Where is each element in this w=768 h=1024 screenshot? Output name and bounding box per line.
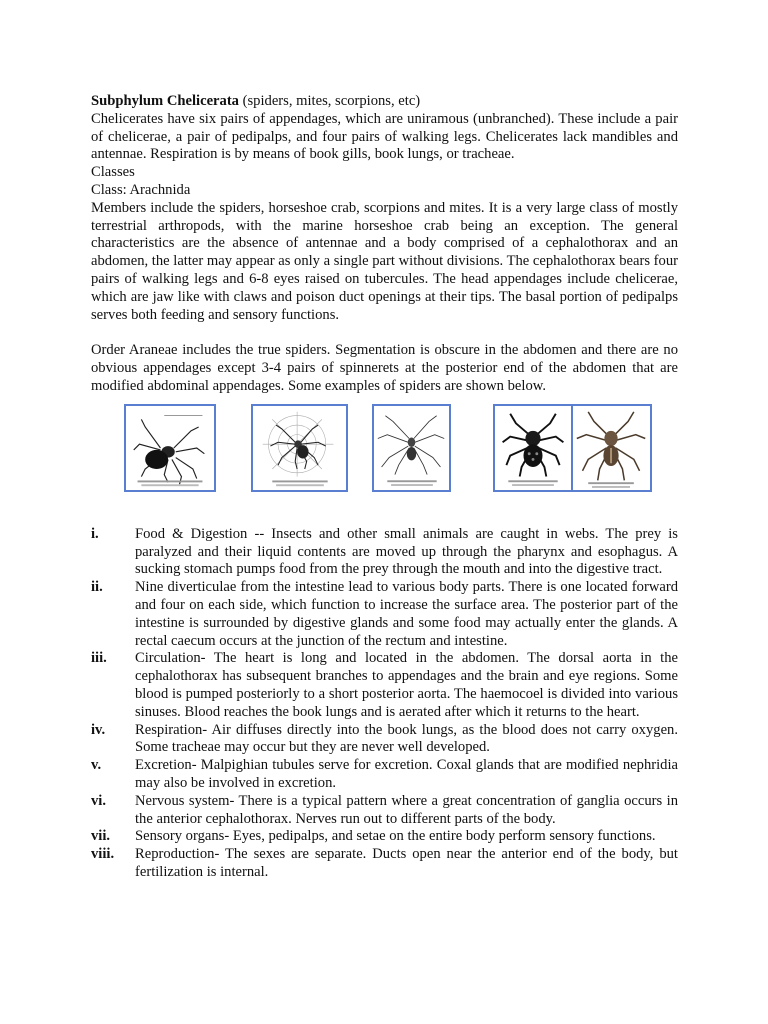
list-number: ii. — [91, 579, 103, 596]
class-paragraph: Members include the spiders, horseshoe crab, scorpions and mites. It is a very large class of mostly terrestrial arthropods, with the marine horseshoe crab being an exception. The general characteristics are the absence of antennae and a body comprised of a cephalothorax and an abdomen, the latter may appear as only a single part without divisions. The cephalothorax bears four pairs of walking legs and 6-8 eyes raised on tubercules. The head appendages include chelicerae, which are jaw like with claws and poison duct openings at their tips. The basal portion of pedipalps serves both feeding and sensory functions. — [91, 199, 678, 323]
long-legged-spider-illustration — [372, 404, 451, 492]
list-number: i. — [91, 525, 99, 542]
list-item — [91, 828, 678, 846]
list-item — [91, 650, 678, 721]
list-item — [91, 579, 678, 650]
list-text: Circulation- The heart is long and located in the abdomen. The dorsal aorta in the cephalothorax has subsequent branches to appendages and the brain and eye regions. Some blood is pumped posteriorly to a short posterior aorta. The haemocoel is divided into various sinuses. Blood reaches the book lungs and is aerated after which it returns to the heart. — [135, 650, 678, 720]
classes-label: Classes — [91, 164, 135, 181]
section-heading — [91, 93, 678, 111]
list-number: iii. — [91, 650, 107, 667]
list-text: Reproduction- The sexes are separate. Ducts open near the anterior end of the body, but fertilization is internal. — [135, 846, 678, 880]
hairy-spider-illustration — [493, 404, 573, 492]
list-text: Food & Digestion -- Insects and other small animals are caught in webs. The prey is paralyzed and their liquid contents are moved up through the pharynx and esophagus. A sucking stomach pumps food from the prey through the mouth and into the digestive tract. — [135, 525, 678, 578]
spider-figures — [91, 404, 678, 524]
order-paragraph: Order Araneae includes the true spiders. Segmentation is obscure in the abdomen and there are no obvious appendages except 3-4 pairs of spinnerets at the posterior end of the abdomen that are modified abdominal appendages. Some examples of spiders are shown below. — [91, 342, 678, 394]
list-number: iv. — [91, 721, 106, 738]
list-item — [91, 722, 678, 758]
heading-title: Subphylum Chelicerata — [91, 93, 239, 109]
list-text: Nine diverticulae from the intestine lead to various body parts. There is one located forward and four on each side, which function to increase the surface area. The posterior part of the intestine is surrounded by digestive glands and some food may actually enter the glands. A rectal caecum occurs at the junction of the rectum and intestine. — [135, 579, 678, 649]
list-text: Nervous system- There is a typical pattern where a great concentration of ganglia occurs in the anterior cephalothorax. Nerves run out to different parts of the body. — [135, 792, 678, 827]
black-widow-spider-illustration — [124, 404, 216, 492]
list-number: v. — [91, 757, 102, 774]
document-page — [91, 93, 678, 882]
list-number: viii. — [91, 846, 115, 863]
web-spider-illustration — [251, 404, 348, 492]
wolf-spider-illustration — [571, 404, 652, 492]
list-text: Respiration- Air diffuses directly into the book lungs, as the blood does not carry oxygen. Some tracheae may occur but they are never well developed. — [135, 721, 678, 756]
heading-subtitle: (spiders, mites, scorpions, etc) — [238, 93, 421, 109]
list-text: Sensory organs- Eyes, pedipalps, and setae on the entire body perform sensory functions. — [135, 828, 656, 845]
list-item — [91, 757, 678, 793]
list-item — [91, 526, 678, 579]
list-item — [91, 793, 678, 829]
list-number: vii. — [91, 828, 111, 845]
list-text: Excretion- Malpighian tubules serve for excretion. Coxal glands that are modified nephridia may also be involved in excretion. — [135, 757, 678, 791]
spider-physiology-list — [91, 526, 678, 882]
intro-paragraph: Chelicerates have six pairs of appendages, which are uniramous (unbranched). These include a pair of chelicerae, a pair of pedipalps, and four pairs of walking legs. Chelicerates lack mandibles and antennae. Respiration is by means of book gills, book lungs, or tracheae. — [91, 110, 678, 163]
list-number: vi. — [91, 792, 106, 809]
list-item — [91, 846, 678, 882]
class-label: Class: Arachnida — [91, 181, 191, 198]
